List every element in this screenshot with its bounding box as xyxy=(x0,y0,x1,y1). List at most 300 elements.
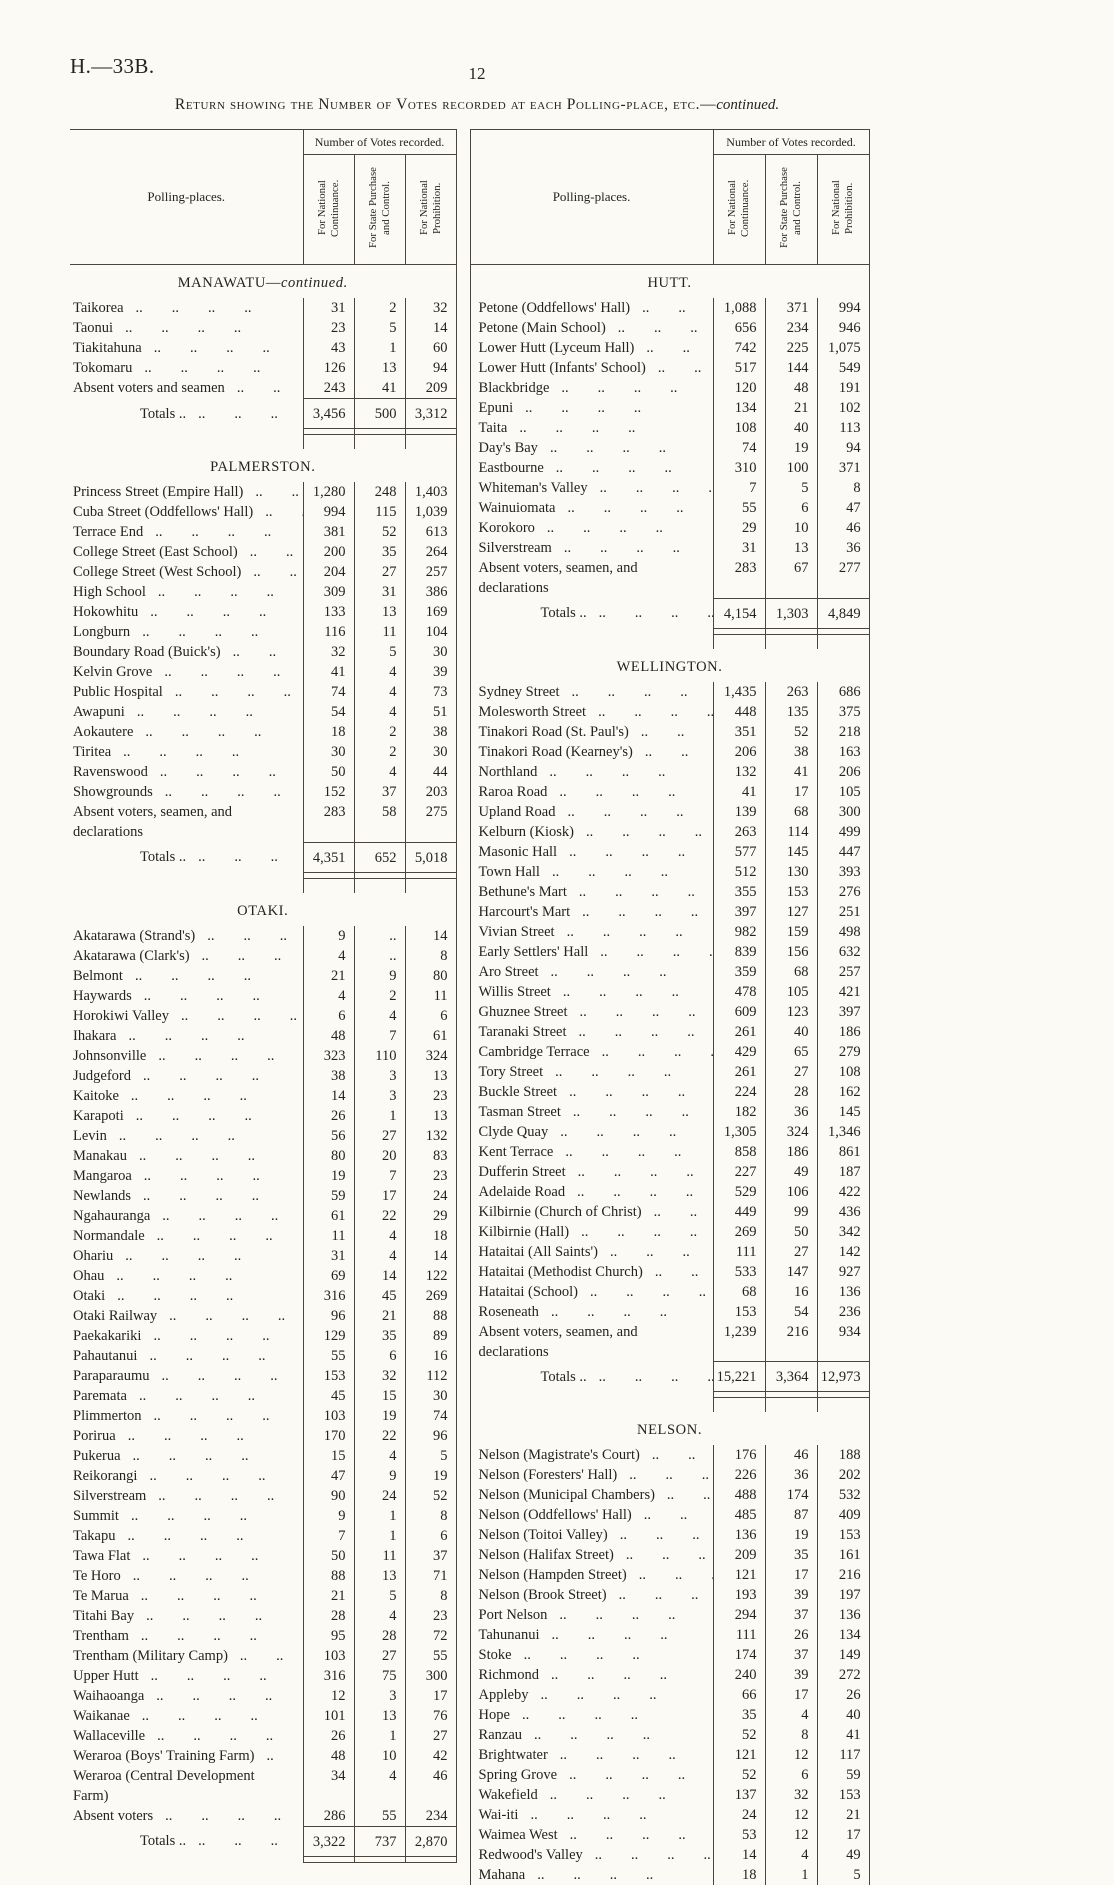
polling-place-name: Northland xyxy=(479,762,538,782)
totals-value: 5,018 xyxy=(405,842,456,872)
section-heading: NELSON. xyxy=(470,1412,869,1445)
votes-value: 15 xyxy=(303,1446,354,1466)
votes-value: 129 xyxy=(303,1326,354,1346)
table-row xyxy=(70,542,456,562)
polling-place-name: Raroa Road xyxy=(479,782,548,802)
polling-place-cell xyxy=(470,1605,713,1625)
dot-leader xyxy=(639,1565,713,1585)
polling-place-name: Absent voters and seamen xyxy=(73,378,225,398)
table-row xyxy=(470,982,869,1002)
polling-place-cell xyxy=(470,1705,713,1725)
col-header-national-prohibition xyxy=(817,155,869,265)
totals-value: 4,849 xyxy=(817,598,869,628)
dot-leader xyxy=(567,498,712,518)
dot-leader xyxy=(579,1022,713,1042)
votes-value: 269 xyxy=(405,1286,456,1306)
document-reference: H.—33B. xyxy=(70,54,154,78)
votes-value: 13 xyxy=(405,1066,456,1086)
col-header-national-prohibition-label: For National Prohibition. xyxy=(830,163,856,253)
table-row xyxy=(470,1745,869,1765)
polling-place-cell xyxy=(70,1146,303,1166)
votes-value: 30 xyxy=(405,642,456,662)
dot-leader xyxy=(537,1865,712,1885)
dot-leader xyxy=(119,1126,303,1146)
table-row xyxy=(470,1645,869,1665)
dot-leader xyxy=(642,298,712,318)
polling-place-cell xyxy=(70,1566,303,1586)
polling-place-cell xyxy=(470,1062,713,1082)
dot-leader xyxy=(564,538,713,558)
votes-value: 45 xyxy=(354,1286,405,1306)
polling-place-name: Hokowhitu xyxy=(73,602,138,622)
dot-leader xyxy=(586,822,713,842)
votes-value: 4 xyxy=(765,1705,817,1725)
votes-value: 16 xyxy=(765,1282,817,1302)
votes-value: 4 xyxy=(354,1006,405,1026)
dot-leader xyxy=(158,582,303,602)
polling-place-cell xyxy=(70,1206,303,1226)
polling-place-cell xyxy=(470,1765,713,1785)
polling-place-cell xyxy=(470,1445,713,1465)
votes-value: 28 xyxy=(354,1626,405,1646)
polling-place-cell xyxy=(470,1745,713,1765)
polling-place-name: Adelaide Road xyxy=(479,1182,566,1202)
votes-value: 43 xyxy=(303,338,354,358)
votes-value: 145 xyxy=(765,842,817,862)
dot-leader xyxy=(198,404,302,424)
votes-value: 73 xyxy=(405,682,456,702)
dot-leader xyxy=(143,1186,303,1206)
votes-value: 41 xyxy=(765,762,817,782)
section-heading: PALMERSTON. xyxy=(70,449,456,482)
votes-value: 39 xyxy=(405,662,456,682)
votes-value: 127 xyxy=(765,902,817,922)
votes-value: 533 xyxy=(713,1262,765,1282)
polling-place-name: Roseneath xyxy=(479,1302,539,1322)
dot-leader xyxy=(599,1367,713,1387)
dot-leader xyxy=(164,662,302,682)
polling-place-cell xyxy=(70,1746,303,1766)
polling-place-name: Belmont xyxy=(73,966,123,986)
polling-place-name: Manakau xyxy=(73,1146,127,1166)
votes-value: 257 xyxy=(405,562,456,582)
dot-leader xyxy=(131,1506,303,1526)
polling-place-name: Petone (Oddfellows' Hall) xyxy=(479,298,631,318)
votes-value: 42 xyxy=(405,1746,456,1766)
polling-place-cell xyxy=(470,902,713,922)
votes-value: 225 xyxy=(765,338,817,358)
polling-place-name: Porirua xyxy=(73,1426,116,1446)
votes-value: 1,088 xyxy=(713,298,765,318)
table-row xyxy=(470,942,869,962)
table-row xyxy=(70,1726,456,1746)
table-row xyxy=(70,1606,456,1626)
votes-value: 381 xyxy=(303,522,354,542)
votes-value: 182 xyxy=(713,1102,765,1122)
polling-place-name: Eastbourne xyxy=(479,458,544,478)
polling-place-cell xyxy=(70,1686,303,1706)
polling-place-cell xyxy=(470,922,713,942)
votes-value: 2 xyxy=(354,986,405,1006)
polling-place-name: Tokomaru xyxy=(73,358,132,378)
votes-value: 263 xyxy=(765,682,817,702)
polling-place-cell xyxy=(70,1246,303,1266)
dot-leader xyxy=(569,1765,712,1785)
votes-value: 429 xyxy=(713,1042,765,1062)
col-header-national-continuance xyxy=(303,155,354,265)
votes-value: 272 xyxy=(817,1665,869,1685)
votes-value: 216 xyxy=(817,1565,869,1585)
polling-place-name: Early Settlers' Hall xyxy=(479,942,589,962)
polling-place-cell xyxy=(70,782,303,802)
dot-leader xyxy=(646,338,712,358)
votes-value: 613 xyxy=(405,522,456,542)
votes-value: 686 xyxy=(817,682,869,702)
dot-leader xyxy=(579,882,713,902)
votes-value: 1,039 xyxy=(405,502,456,522)
votes-value: 66 xyxy=(713,1685,765,1705)
polling-place-name: Weraroa (Central Development Farm) xyxy=(73,1766,291,1806)
dot-leader xyxy=(255,482,302,502)
dot-leader xyxy=(125,318,302,338)
polling-place-name: College Street (East School) xyxy=(73,542,238,562)
votes-value: 1,403 xyxy=(405,482,456,502)
table-row xyxy=(70,1306,456,1326)
dot-leader xyxy=(658,358,713,378)
polling-place-name: Dufferin Street xyxy=(479,1162,566,1182)
table-row xyxy=(70,1566,456,1586)
votes-value: 136 xyxy=(713,1525,765,1545)
votes-value: 839 xyxy=(713,942,765,962)
votes-value: 209 xyxy=(713,1545,765,1565)
section-heading-row xyxy=(470,1412,869,1445)
votes-value: 153 xyxy=(765,882,817,902)
votes-value: 32 xyxy=(405,298,456,318)
table-row xyxy=(470,398,869,418)
votes-value: 135 xyxy=(765,702,817,722)
votes-value: 132 xyxy=(405,1126,456,1146)
votes-value: 27 xyxy=(765,1242,817,1262)
votes-value: 257 xyxy=(817,962,869,982)
polling-place-name: Kaitoke xyxy=(73,1086,119,1106)
votes-value: 5 xyxy=(354,318,405,338)
polling-place-cell xyxy=(70,1606,303,1626)
votes-value: 1 xyxy=(765,1865,817,1885)
polling-place-cell xyxy=(70,562,303,582)
votes-table-left xyxy=(70,129,457,1863)
table-row xyxy=(70,482,456,502)
polling-place-cell xyxy=(470,1282,713,1302)
votes-value: 12 xyxy=(303,1686,354,1706)
votes-value: 153 xyxy=(817,1525,869,1545)
votes-value: 111 xyxy=(713,1625,765,1645)
col-header-national-prohibition-label: For National Prohibition. xyxy=(418,163,444,253)
votes-value: 4 xyxy=(354,1606,405,1626)
polling-place-name: Vivian Street xyxy=(479,922,555,942)
votes-value: 1 xyxy=(354,1506,405,1526)
table-row xyxy=(70,1386,456,1406)
votes-value: 12 xyxy=(765,1745,817,1765)
votes-value: 68 xyxy=(765,802,817,822)
votes-value: 99 xyxy=(765,1202,817,1222)
polling-place-name: Paremata xyxy=(73,1386,127,1406)
votes-value: 994 xyxy=(817,298,869,318)
votes-value: 110 xyxy=(354,1046,405,1066)
totals-value: 3,456 xyxy=(303,399,354,429)
polling-place-name: Blackbridge xyxy=(479,378,550,398)
table-row xyxy=(70,378,456,399)
votes-value: 51 xyxy=(405,702,456,722)
polling-place-cell xyxy=(470,1525,713,1545)
votes-value: 1 xyxy=(354,338,405,358)
table-row xyxy=(70,682,456,702)
table-row xyxy=(70,1106,456,1126)
table-row xyxy=(470,538,869,558)
dot-leader xyxy=(620,1525,713,1545)
polling-place-cell xyxy=(70,1506,303,1526)
polling-place-cell xyxy=(70,1046,303,1066)
polling-place-cell xyxy=(470,1222,713,1242)
table-row xyxy=(470,1465,869,1485)
polling-place-name: Waihaoanga xyxy=(73,1686,144,1706)
votes-value: 27 xyxy=(405,1726,456,1746)
votes-value: 39 xyxy=(765,1585,817,1605)
polling-place-name: Pahautanui xyxy=(73,1346,137,1366)
polling-place-name: Aro Street xyxy=(479,962,539,982)
votes-value: 17 xyxy=(354,1186,405,1206)
table-row xyxy=(470,1445,869,1465)
polling-place-cell xyxy=(70,318,303,338)
votes-value: 409 xyxy=(817,1505,869,1525)
votes-value: 248 xyxy=(354,482,405,502)
dot-leader xyxy=(599,603,713,623)
votes-value: 23 xyxy=(303,318,354,338)
votes-value: 26 xyxy=(817,1685,869,1705)
votes-value: 74 xyxy=(713,438,765,458)
table-row xyxy=(470,682,869,702)
totals-value: 4,154 xyxy=(713,598,765,628)
votes-value: 7 xyxy=(713,478,765,498)
table-row xyxy=(470,962,869,982)
votes-value: 197 xyxy=(817,1585,869,1605)
polling-place-name: Tiakitahuna xyxy=(73,338,142,358)
polling-place-cell xyxy=(470,822,713,842)
table-row xyxy=(70,1666,456,1686)
dot-leader xyxy=(155,522,302,542)
dot-leader xyxy=(133,1566,303,1586)
votes-value: 656 xyxy=(713,318,765,338)
votes-table-right xyxy=(470,129,870,1885)
dot-leader xyxy=(137,702,303,722)
votes-value: 200 xyxy=(303,542,354,562)
votes-value: 137 xyxy=(713,1785,765,1805)
votes-value: 236 xyxy=(817,1302,869,1322)
votes-value: 115 xyxy=(354,502,405,522)
polling-place-cell xyxy=(470,1322,713,1362)
votes-value: 61 xyxy=(303,1206,354,1226)
votes-value: 112 xyxy=(405,1366,456,1386)
votes-value: 2 xyxy=(354,298,405,318)
votes-value: 27 xyxy=(354,1126,405,1146)
polling-place-name: Horokiwi Valley xyxy=(73,1006,169,1026)
polling-place-name: Nelson (Municipal Chambers) xyxy=(479,1485,655,1505)
polling-place-cell xyxy=(470,942,713,962)
votes-value: 946 xyxy=(817,318,869,338)
votes-value: 316 xyxy=(303,1286,354,1306)
dot-leader xyxy=(549,762,712,782)
polling-place-cell xyxy=(70,1426,303,1446)
table-row xyxy=(70,702,456,722)
votes-value: 323 xyxy=(303,1046,354,1066)
dot-leader xyxy=(117,1286,302,1306)
table-row xyxy=(70,642,456,662)
dot-leader xyxy=(144,358,302,378)
votes-value: 22 xyxy=(354,1206,405,1226)
votes-value: 104 xyxy=(405,622,456,642)
votes-value: 26 xyxy=(303,1106,354,1126)
votes-value: 55 xyxy=(303,1346,354,1366)
table-row xyxy=(470,882,869,902)
dot-leader xyxy=(250,542,303,562)
dot-leader xyxy=(153,1326,302,1346)
votes-value: 48 xyxy=(303,1746,354,1766)
dot-leader xyxy=(600,478,713,498)
table-row xyxy=(470,862,869,882)
table-row xyxy=(470,378,869,398)
votes-value: 277 xyxy=(817,558,869,598)
polling-place-name: Boundary Road (Buick's) xyxy=(73,642,221,662)
polling-place-cell xyxy=(70,702,303,722)
polling-place-name: Hataitai (All Saints') xyxy=(479,1242,598,1262)
votes-value: 35 xyxy=(354,542,405,562)
dot-leader xyxy=(580,1002,713,1022)
polling-place-name: Bethune's Mart xyxy=(479,882,567,902)
votes-value: 251 xyxy=(817,902,869,922)
polling-place-cell xyxy=(470,1302,713,1322)
polling-place-name: Absent voters xyxy=(73,1806,153,1826)
polling-place-cell xyxy=(470,862,713,882)
votes-value: 4 xyxy=(354,762,405,782)
polling-place-name: Judgeford xyxy=(73,1066,131,1086)
polling-place-name: Hope xyxy=(479,1705,510,1725)
votes-value: 240 xyxy=(713,1665,765,1685)
dot-leader xyxy=(551,1665,713,1685)
votes-value: 31 xyxy=(303,1246,354,1266)
table-row xyxy=(470,1022,869,1042)
polling-place-name: Absent voters, seamen, and declarations xyxy=(479,558,701,598)
polling-place-cell xyxy=(70,1166,303,1186)
polling-place-name: Aokautere xyxy=(73,722,133,742)
dot-leader xyxy=(525,398,712,418)
votes-value: 9 xyxy=(303,926,354,946)
votes-value: 1 xyxy=(354,1106,405,1126)
polling-place-cell xyxy=(470,318,713,338)
polling-place-name: Weraroa (Boys' Training Farm) xyxy=(73,1746,254,1766)
votes-value: 498 xyxy=(817,922,869,942)
votes-table-body-right xyxy=(470,265,869,1885)
votes-value: 24 xyxy=(354,1486,405,1506)
votes-value: 26 xyxy=(303,1726,354,1746)
table-row xyxy=(70,582,456,602)
votes-value: 27 xyxy=(354,562,405,582)
votes-value: 123 xyxy=(765,1002,817,1022)
dot-leader xyxy=(127,1526,302,1546)
dot-leader xyxy=(570,1825,713,1845)
votes-value: 26 xyxy=(765,1625,817,1645)
votes-value: 80 xyxy=(303,1146,354,1166)
votes-value: 39 xyxy=(765,1665,817,1685)
polling-place-cell xyxy=(470,782,713,802)
polling-place-name: Cuba Street (Oddfellows' Hall) xyxy=(73,502,253,522)
votes-value: 397 xyxy=(817,1002,869,1022)
votes-value: 193 xyxy=(713,1585,765,1605)
votes-value: 17 xyxy=(405,1686,456,1706)
table-row xyxy=(70,1406,456,1426)
votes-value: 4 xyxy=(354,682,405,702)
votes-value: 113 xyxy=(817,418,869,438)
polling-place-name: Tinakori Road (Kearney's) xyxy=(479,742,633,762)
dot-leader xyxy=(237,378,303,398)
votes-value: 982 xyxy=(713,922,765,942)
votes-value: 76 xyxy=(405,1706,456,1726)
votes-value: 275 xyxy=(405,802,456,842)
table-row xyxy=(470,318,869,338)
votes-value: 153 xyxy=(303,1366,354,1386)
polling-place-cell xyxy=(470,1182,713,1202)
polling-place-cell xyxy=(470,1202,713,1222)
table-row xyxy=(470,1042,869,1062)
section-gap-row xyxy=(70,878,456,893)
votes-value: 145 xyxy=(817,1102,869,1122)
section-heading-row xyxy=(470,649,869,682)
votes-value: 5 xyxy=(405,1446,456,1466)
table-row xyxy=(70,1486,456,1506)
polling-place-name: Summit xyxy=(73,1506,119,1526)
polling-place-name: Ranzau xyxy=(479,1725,522,1745)
polling-place-name: Ohariu xyxy=(73,1246,113,1266)
dot-leader xyxy=(198,1831,302,1851)
votes-value: 23 xyxy=(405,1166,456,1186)
votes-value: 55 xyxy=(713,498,765,518)
votes-value: 136 xyxy=(817,1605,869,1625)
table-row xyxy=(70,1546,456,1566)
table-row xyxy=(470,842,869,862)
votes-value: 21 xyxy=(817,1805,869,1825)
polling-place-cell xyxy=(70,522,303,542)
polling-place-name: Karapoti xyxy=(73,1106,124,1126)
polling-place-cell xyxy=(470,702,713,722)
table-row xyxy=(470,1725,869,1745)
polling-place-name: Richmond xyxy=(479,1665,539,1685)
votes-value: 56 xyxy=(303,1126,354,1146)
totals-value: 4,351 xyxy=(303,842,354,872)
table-row xyxy=(470,478,869,498)
votes-value: 134 xyxy=(713,398,765,418)
polling-place-name: Akatarawa (Clark's) xyxy=(73,946,190,966)
votes-value: 19 xyxy=(354,1406,405,1426)
votes-value: 41 xyxy=(817,1725,869,1745)
votes-value: 206 xyxy=(817,762,869,782)
votes-value: 3 xyxy=(354,1086,405,1106)
table-row xyxy=(470,1222,869,1242)
votes-value: 14 xyxy=(405,926,456,946)
page-title-text: Return showing the Number of Votes recorded at each Polling-place, etc.— xyxy=(175,96,716,113)
table-row xyxy=(470,498,869,518)
votes-value: 30 xyxy=(405,742,456,762)
votes-value: 35 xyxy=(765,1545,817,1565)
votes-value: 174 xyxy=(765,1485,817,1505)
polling-place-cell xyxy=(70,1706,303,1726)
